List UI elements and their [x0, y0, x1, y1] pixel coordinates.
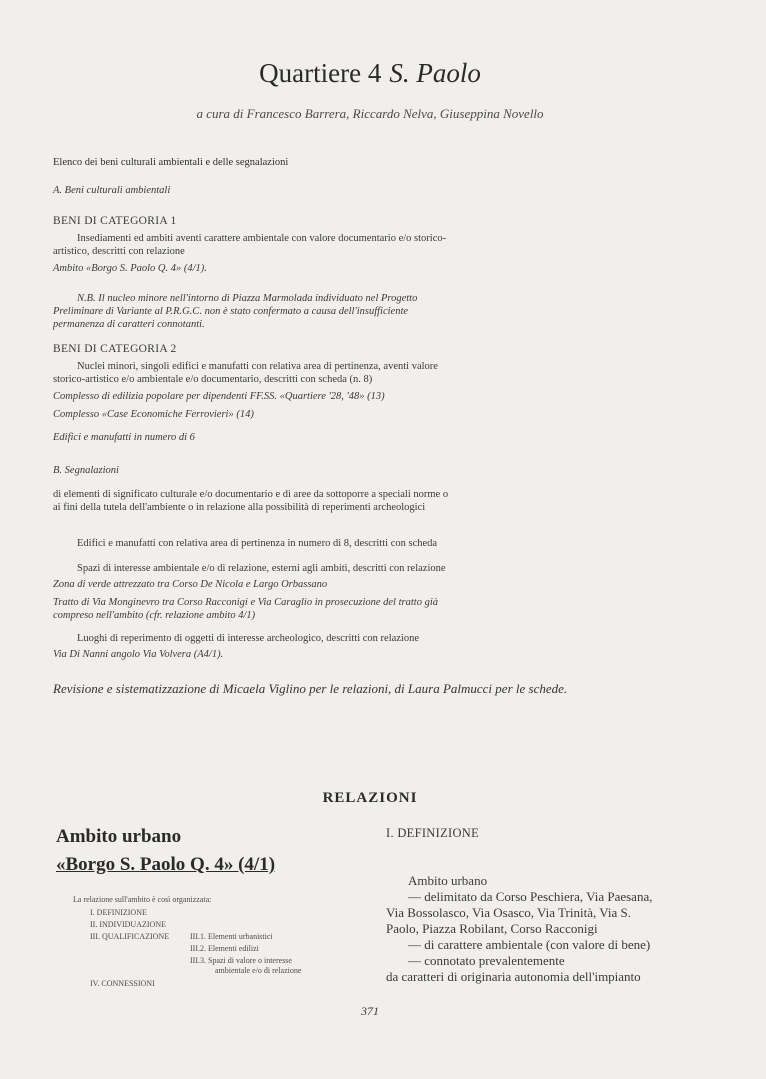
page-title [0, 58, 740, 89]
elenco-heading: Elenco dei beni culturali ambientali e delle segnalazioni [53, 157, 289, 168]
definizione-line-1: Ambito urbano [408, 873, 488, 888]
org-intro: La relazione sull'ambito è così organizzata: [73, 895, 212, 904]
page-number: 371 [361, 1004, 379, 1018]
cat1-note-3: permanenza di caratteri connotanti. [53, 319, 205, 330]
cat2-item-3: Edifici e manufatti in numero di 6 [53, 432, 195, 443]
curators: a cura di Francesco Barrera, Riccardo Nelva, Giuseppina Novello [196, 106, 544, 121]
definizione-heading: I. DEFINIZIONE [386, 826, 480, 840]
segn-desc-2: ai fini della tutela dell'ambiente o in relazione alla possibilità di reperimenti archeologici [53, 502, 426, 513]
org-item-3-2: III.2. Elementi edilizi [190, 944, 259, 953]
relazioni-heading: RELAZIONI [322, 790, 418, 806]
definizione-line-6: — connotato prevalentemente [408, 953, 565, 968]
definizione-line-3: Via Bossolasco, Via Osasco, Via Trinità, Via S. [386, 905, 631, 920]
segn-via: Via Di Nanni angolo Via Volvera (A4/1). [53, 649, 224, 660]
segn-zona: Zona di verde attrezzato tra Corso De Nicola e Largo Orbassano [53, 579, 328, 590]
definizione-line-5: — di carattere ambientale (con valore di bene) [408, 937, 651, 952]
cat1-desc-1: Insediamenti ed ambiti aventi carattere ambientale con valore documentario e/o storico- [77, 233, 447, 244]
ambito-title-line-1: Ambito urbano [56, 826, 182, 847]
cat1-item: Ambito «Borgo S. Paolo Q. 4» (4/1). [53, 263, 207, 274]
ambito-title-line-2: «Borgo S. Paolo Q. 4» (4/1) [56, 854, 276, 875]
org-item-3-3a: III.3. Spazi di valore o interesse [190, 956, 292, 965]
cat1-desc-2: artistico, descritti con relazione [53, 246, 185, 257]
section-b-heading: B. Segnalazioni [53, 465, 119, 476]
segn-tratto-1: Tratto di Via Monginevro tra Corso Racconigi e Via Caraglio in prosecuzione del tratto già [53, 597, 438, 608]
revisione-note: Revisione e sistematizzazione di Micaela Viglino per le relazioni, di Laura Palmucci per le schede. [53, 681, 568, 696]
org-item-4: IV. CONNESSIONI [90, 979, 155, 988]
definizione-line-4: Paolo, Piazza Robilant, Corso Racconigi [386, 921, 598, 936]
segn-spazi: Spazi di interesse ambientale e/o di relazione, esterni agli ambiti, descritti con relazione [77, 563, 446, 574]
segn-desc-1: di elementi di significato culturale e/o documentario e di aree da sottoporre a speciali norme o [53, 489, 449, 500]
segn-luoghi: Luoghi di reperimento di oggetti di interesse archeologico, descritti con relazione [77, 633, 420, 644]
definizione-line-2: — delimitato da Corso Peschiera, Via Paesana, [408, 889, 653, 904]
cat2-desc-2: storico-artistico e/o ambientale e/o documentario, descritti con scheda (n. 8) [53, 374, 373, 385]
cat2-label: BENI DI CATEGORIA 2 [53, 343, 177, 355]
title-quartiere: Quartiere 4 [259, 58, 382, 88]
cat1-note-2: Preliminare di Variante al P.R.G.C. non è stato confermato a causa dell'insufficiente [53, 306, 409, 317]
section-a-heading: A. Beni culturali ambientali [53, 185, 171, 196]
cat2-item-2: Complesso «Case Economiche Ferrovieri» (14) [53, 409, 254, 420]
org-item-1: I. DEFINIZIONE [90, 908, 147, 917]
cat1-note-1: N.B. Il nucleo minore nell'intorno di Piazza Marmolada individuato nel Progetto [77, 293, 418, 304]
org-item-3: III. QUALIFICAZIONE [90, 932, 170, 941]
cat1-label: BENI DI CATEGORIA 1 [53, 215, 177, 227]
org-item-3-1: III.1. Elementi urbanistici [190, 932, 273, 941]
cat2-desc-1: Nuclei minori, singoli edifici e manufatti con relativa area di pertinenza, aventi valore [77, 361, 438, 372]
cat2-item-1: Complesso di edilizia popolare per dipendenti FF.SS. «Quartiere '28, '48» (13) [53, 391, 385, 402]
org-item-3-3b: ambientale e/o di relazione [215, 966, 302, 975]
definizione-line-7: da caratteri di originaria autonomia dell'impianto [386, 969, 641, 984]
segn-edifici: Edifici e manufatti con relativa area di pertinenza in numero di 8, descritti con scheda [77, 538, 438, 549]
org-item-2: II. INDIVIDUAZIONE [90, 920, 166, 929]
title-place: S. Paolo [389, 58, 481, 88]
segn-tratto-2: compreso nell'ambito (cfr. relazione ambito 4/1) [53, 610, 256, 621]
